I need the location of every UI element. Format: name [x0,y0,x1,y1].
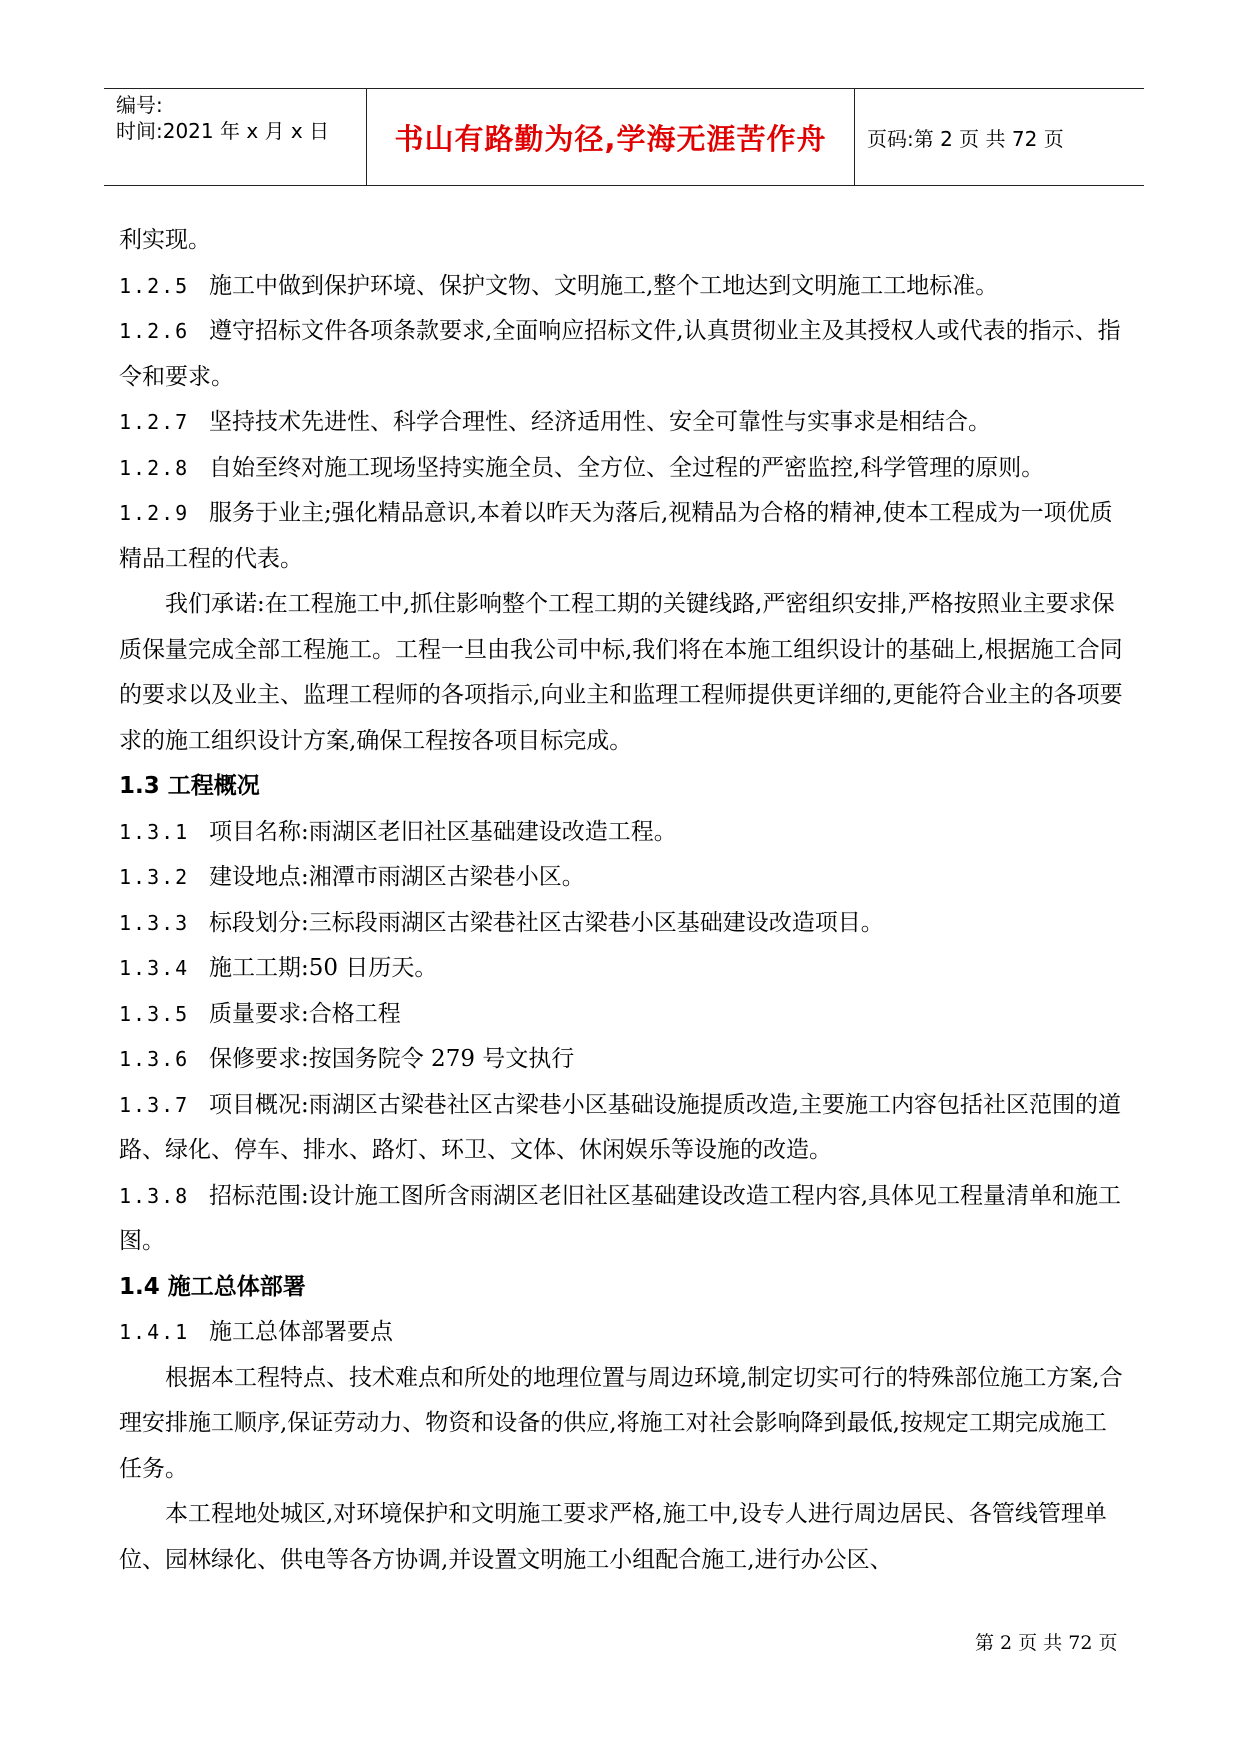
body-paragraph: 我们承诺:在工程施工中,抓住影响整个工程工期的关键线路,严密组织安排,严格按照业主要求保质保量完成全部工程施工。工程一旦由我公司中标,我们将在本施工组织设计的基础上,根据施工合同的要求以及业主、监理工程师的各项指示,向业主和监理工程师提供更详细的,更能符合业主的各项要求的施工组织设计方案,确保工程按各项目标完成。 [119,591,1123,754]
section-heading: 1.4 施工总体部署 [119,1273,306,1300]
item-text: 保修要求:按国务院令 279 号文执行 [209,1046,575,1072]
item-text: 服务于业主;强化精品意识,本着以昨天为落后,视精品为合格的精神,使本工程成为一项优质精品工程的代表。 [119,500,1113,572]
page-header [104,88,1144,186]
item-text: 质量要求:合格工程 [209,1000,401,1027]
item-number: 1.2.8 [119,455,190,480]
item-text: 施工中做到保护环境、保护文物、文明施工,整个工地达到文明施工工地标准。 [209,272,999,299]
item-number: 1.3.6 [119,1047,190,1071]
page-footer: 第 2 页 共 72 页 [975,1632,1118,1654]
item-number: 1.3.8 [119,1183,190,1208]
numbered-item [119,1037,1129,1083]
document-body [119,218,1129,1583]
item-number: 1.4.1 [119,1320,190,1344]
item-number: 1.3.4 [119,956,190,980]
numbered-item [119,446,1129,492]
header-meta-cell [104,89,367,185]
item-text: 施工总体部署要点 [209,1319,393,1345]
section-heading: 1.3 工程概况 [119,773,260,799]
item-number: 1.3.3 [119,910,190,935]
header-page-info: 页码:第 2 页 共 72 页 [867,126,1064,151]
numbered-item [119,400,1129,446]
numbered-item [119,1083,1129,1174]
numbered-item [119,901,1129,947]
numbered-item [119,1310,1129,1356]
numbered-item [119,992,1129,1038]
header-page-cell [855,89,1144,185]
numbered-item [119,946,1129,992]
item-number: 1.3.7 [119,1092,190,1117]
item-number: 1.3.1 [119,819,190,844]
item-text: 自始至终对施工现场坚持实施全员、全方位、全过程的严密监控,科学管理的原则。 [209,454,1045,481]
item-text: 项目名称:雨湖区老旧社区基础建设改造工程。 [209,818,677,845]
item-text: 招标范围:设计施工图所含雨湖区老旧社区基础建设改造工程内容,具体见工程量清单和施工图。 [119,1182,1122,1254]
item-number: 1.2.9 [119,501,190,525]
body-paragraph: 根据本工程特点、技术难点和所处的地理位置与周边环境,制定切实可行的特殊部位施工方案,合理安排施工顺序,保证劳动力、物资和设备的供应,将施工对社会影响降到最低,按规定工期完成施工任务。 [119,1364,1123,1482]
item-text: 标段划分:三标段雨湖区古梁巷社区古梁巷小区基础建设改造项目。 [209,909,884,936]
numbered-item [119,309,1129,400]
numbered-item [119,264,1129,310]
item-text: 建设地点:湘潭市雨湖区古梁巷小区。 [209,864,585,890]
header-motto-cell [367,89,855,185]
item-text: 坚持技术先进性、科学合理性、经济适用性、安全可靠性与实事求是相结合。 [209,409,991,435]
item-number: 1.2.5 [119,273,190,298]
numbered-item [119,810,1129,856]
body-text: 利实现。 [119,227,211,253]
document-number-label: 编号: [116,93,163,117]
numbered-item [119,1174,1129,1265]
numbered-item [119,855,1129,901]
document-time-label: 时间:2021 年 x 月 x 日 [116,119,330,143]
numbered-item [119,491,1129,582]
item-number: 1.3.2 [119,865,190,889]
item-text: 项目概况:雨湖区古梁巷社区古梁巷小区基础设施提质改造,主要施工内容包括社区范围的道路、绿化、停车、排水、路灯、环卫、文体、休闲娱乐等设施的改造。 [119,1091,1122,1163]
item-number: 1.2.6 [119,319,190,343]
item-text: 遵守招标文件各项条款要求,全面响应招标文件,认真贯彻业主及其授权人或代表的指示、指令和要求。 [119,318,1121,390]
header-motto: 书山有路勤为径,学海无涯苦作舟 [394,121,827,156]
item-number: 1.2.7 [119,410,190,434]
item-number: 1.3.5 [119,1001,190,1026]
body-paragraph: 本工程地处城区,对环境保护和文明施工要求严格,施工中,设专人进行周边居民、各管线管理单位、园林绿化、供电等各方协调,并设置文明施工小组配合施工,进行办公区、 [119,1501,1107,1573]
item-text: 施工工期:50 日历天。 [209,955,438,981]
